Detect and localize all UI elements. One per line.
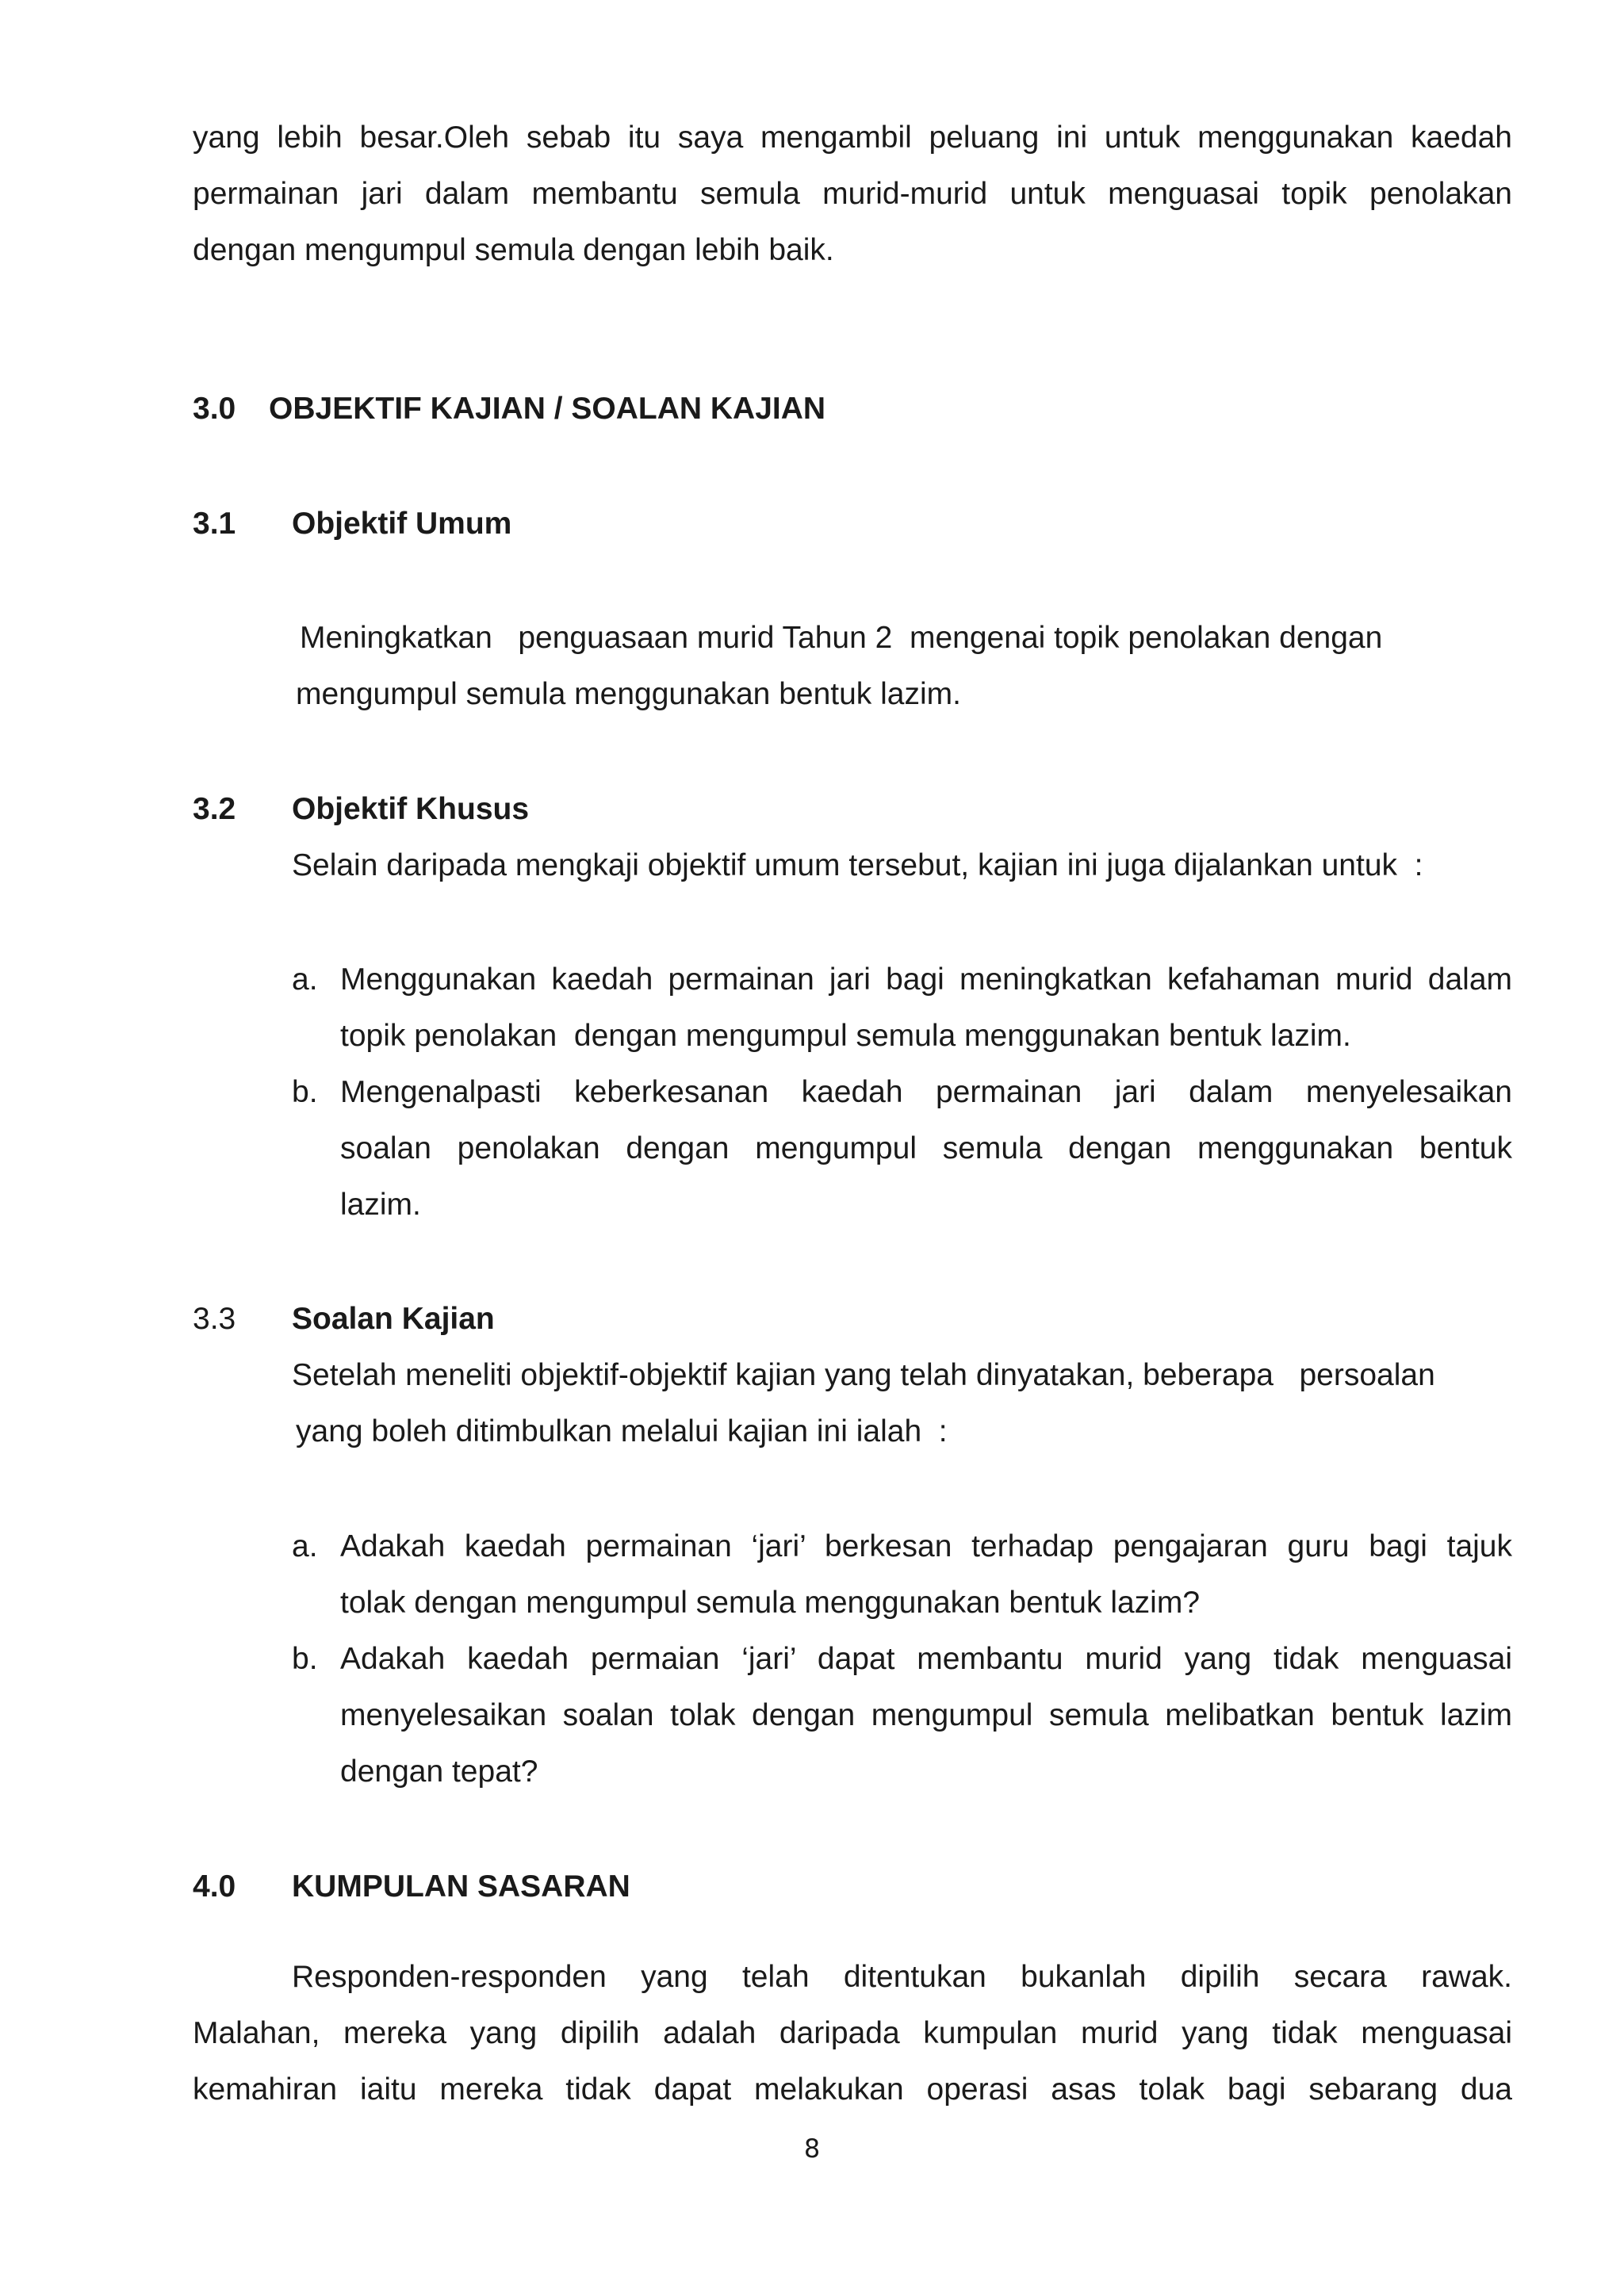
intro-line-1: yang lebih besar.Oleh sebab itu saya mengambil peluang ini untuk menggunakan kaedah — [193, 121, 1512, 155]
objektif-khusus-a-line-1: Menggunakan kaedah permainan jari bagi meningkatkan kefahaman murid dalam — [340, 962, 1512, 997]
intro-line-2: permainan jari dalam membantu semula murid-murid untuk menguasai topik penolakan — [193, 177, 1512, 211]
section-4-number: 4.0 — [193, 1869, 236, 1904]
section-3-number: 3.0 — [193, 392, 236, 426]
soalan-kajian-a-line-2: tolak dengan mengumpul semula menggunakan bentuk lazim? — [340, 1586, 1201, 1620]
soalan-kajian-a-line-1: Adakah kaedah permainan ‘jari’ berkesan terhadap pengajaran guru bagi tajuk — [340, 1529, 1512, 1563]
section-3-2-number: 3.2 — [193, 792, 236, 826]
kumpulan-sasaran-line-2: Malahan, mereka yang dipilih adalah daripada kumpulan murid yang tidak menguasai — [193, 2016, 1512, 2050]
section-3-3-number: 3.3 — [193, 1302, 236, 1336]
soalan-kajian-intro-line-2: yang boleh ditimbulkan melalui kajian ini ialah : — [296, 1414, 948, 1448]
soalan-kajian-marker-a: a. — [292, 1529, 318, 1563]
objektif-khusus-b-line-2: soalan penolakan dengan mengumpul semula dengan menggunakan bentuk — [340, 1131, 1512, 1165]
page-number: 8 — [803, 2133, 821, 2164]
section-3-2-title: Objektif Khusus — [292, 792, 530, 826]
soalan-kajian-b-line-1: Adakah kaedah permaian ‘jari’ dapat membantu murid yang tidak menguasai — [340, 1642, 1512, 1676]
section-3-1-title: Objektif Umum — [292, 507, 512, 541]
section-4-title: KUMPULAN SASARAN — [292, 1869, 630, 1904]
soalan-kajian-intro-line-1: Setelah meneliti objektif-objektif kajian yang telah dinyatakan, beberapa persoalan — [292, 1358, 1435, 1392]
objektif-khusus-b-line-1: Mengenalpasti keberkesanan kaedah permainan jari dalam menyelesaikan — [340, 1075, 1512, 1109]
section-3-title: OBJEKTIF KAJIAN / SOALAN KAJIAN — [269, 392, 826, 426]
section-3-3-title: Soalan Kajian — [292, 1302, 495, 1336]
objektif-khusus-marker-b: b. — [292, 1075, 318, 1109]
objektif-umum-line-1: Meningkatkan penguasaan murid Tahun 2 mengenai topik penolakan dengan — [300, 621, 1383, 655]
kumpulan-sasaran-line-1: Responden-responden yang telah ditentukan bukanlah dipilih secara rawak. — [292, 1960, 1512, 1994]
objektif-khusus-b-line-3: lazim. — [340, 1188, 421, 1222]
section-3-1-number: 3.1 — [193, 507, 236, 541]
soalan-kajian-b-line-3: dengan tepat? — [340, 1755, 538, 1789]
soalan-kajian-marker-b: b. — [292, 1642, 318, 1676]
intro-line-3: dengan mengumpul semula dengan lebih baik. — [193, 233, 834, 267]
kumpulan-sasaran-line-3: kemahiran iaitu mereka tidak dapat melakukan operasi asas tolak bagi sebarang dua — [193, 2072, 1512, 2107]
objektif-umum-line-2: mengumpul semula menggunakan bentuk lazim. — [296, 677, 961, 711]
objektif-khusus-a-line-2: topik penolakan dengan mengumpul semula menggunakan bentuk lazim. — [340, 1019, 1351, 1053]
objektif-khusus-intro: Selain daripada mengkaji objektif umum tersebut, kajian ini juga dijalankan untuk : — [292, 848, 1423, 882]
soalan-kajian-b-line-2: menyelesaikan soalan tolak dengan mengumpul semula melibatkan bentuk lazim — [340, 1698, 1512, 1732]
objektif-khusus-marker-a: a. — [292, 962, 318, 997]
